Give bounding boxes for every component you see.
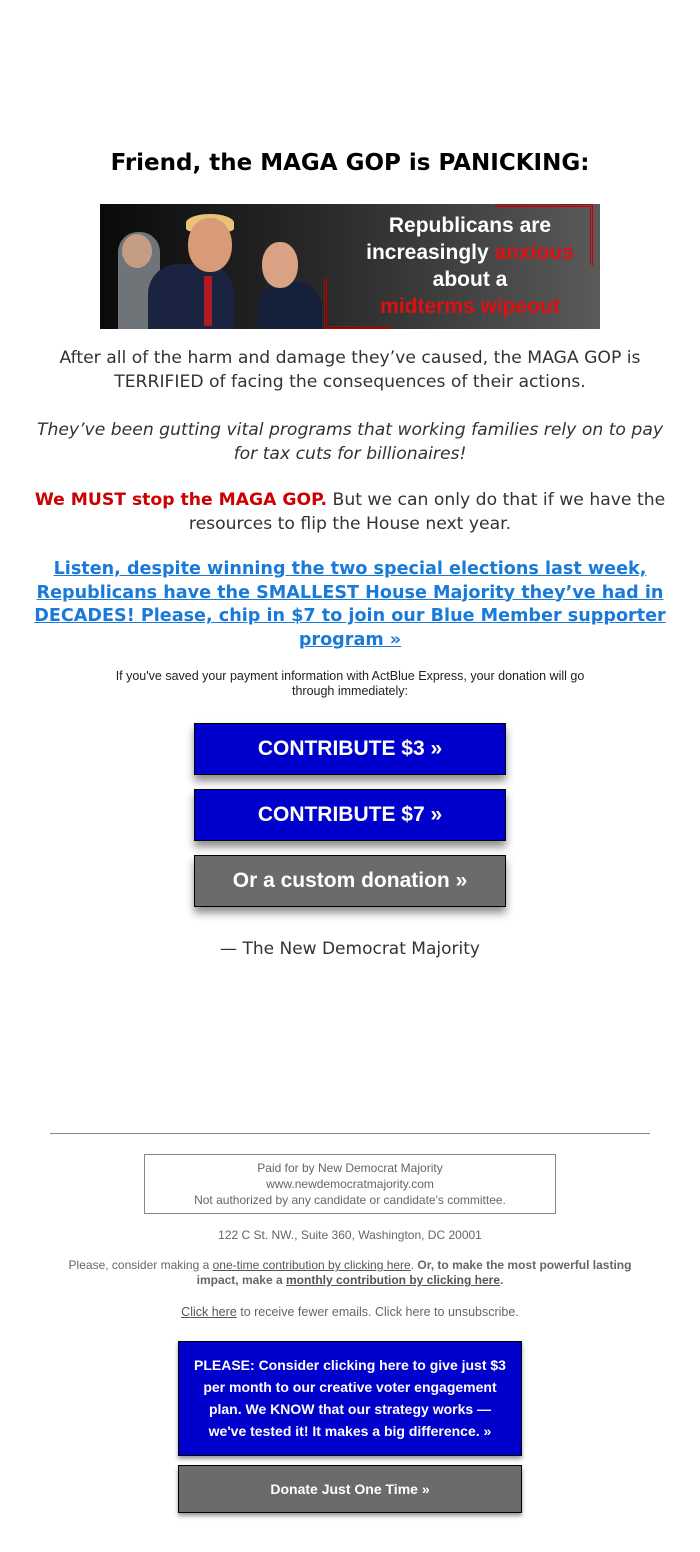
body-paragraph-2: They’ve been gutting vital programs that working families rely on to pay for tax cuts for billionaires! [36,420,664,464]
hero-image[interactable] [100,204,600,329]
paid-for-line: Paid for by New Democrat Majority [257,1161,443,1175]
not-authorized-line: Not authorized by any candidate or candidate's committee. [194,1193,506,1207]
person-center-tie [204,276,212,326]
person-center-figure [148,264,234,329]
mailing-address: 122 C St. NW., Suite 360, Washington, DC 20001 [218,1228,482,1242]
fewer-emails-link[interactable]: Click here [181,1305,237,1319]
actblue-express-note: If you've saved your payment information with ActBlue Express, your donation will go through immediately: [115,669,585,698]
hero-caption [340,212,600,320]
footer-divider [50,1133,650,1134]
one-time-contribution-link[interactable]: one-time contribution by clicking here [212,1258,411,1272]
email-preferences-text [0,1305,700,1319]
person-right-head [262,242,298,288]
body-paragraph-1: After all of the harm and damage they’ve caused, the MAGA GOP is TERRIFIED of facing the consequences of their actions. [59,348,641,392]
paid-for-disclaimer [144,1154,556,1214]
hero-caption-line: about a [432,268,508,291]
hero-caption-segment: increasingly [366,241,495,264]
contribute-7-button[interactable]: CONTRIBUTE $7 » [194,789,506,841]
contribute-3-button[interactable]: CONTRIBUTE $3 » [194,723,506,775]
monthly-donation-button[interactable]: PLEASE: Consider clicking here to give just $3 per month to our creative voter engagement plan. We KNOW that our strategy works — we've tested it! It makes a big difference. » [178,1341,522,1456]
hero-caption-highlight: anxious [494,241,574,264]
headline: Friend, the MAGA GOP is PANICKING: [110,150,590,176]
hero-caption-line: Republicans are [388,214,552,237]
person-center-head [188,218,232,272]
person-right-figure [258,282,322,329]
consider-text: . [500,1273,504,1287]
custom-donation-button[interactable]: Or a custom donation » [194,855,506,907]
consider-bold-text: Or, to make the most powerful lasting impact, make a [196,1258,632,1287]
alert-text: We MUST stop the MAGA GOP. [34,490,328,510]
person-left-head [122,234,152,268]
signature: — The New Democrat Majority [220,939,480,959]
body-paragraph-3 [30,488,670,536]
website-link[interactable]: www.newdemocratmajority.com [266,1177,434,1191]
monthly-contribution-link[interactable]: monthly contribution by clicking here [286,1273,501,1287]
contribution-options-text [60,1258,640,1288]
hero-caption-highlight: midterms wipeout [380,295,560,318]
unsubscribe-text[interactable]: to receive fewer emails. Click here to unsubscribe. [236,1305,519,1319]
consider-text: Please, consider making a [68,1258,213,1272]
hero-caption-line [340,239,600,266]
consider-text: . [410,1258,418,1272]
body-paragraph-3-rest: But we can only do that if we have the resources to flip the House next year. [188,490,666,534]
blue-member-link[interactable]: Listen, despite winning the two special elections last week, Republicans have the SMALLEST House Majority they’ve had in DECADES! Please, chip in $7 to join our Blue Member supporter program » [34,559,666,650]
donate-one-time-button[interactable]: Donate Just One Time » [178,1465,522,1513]
